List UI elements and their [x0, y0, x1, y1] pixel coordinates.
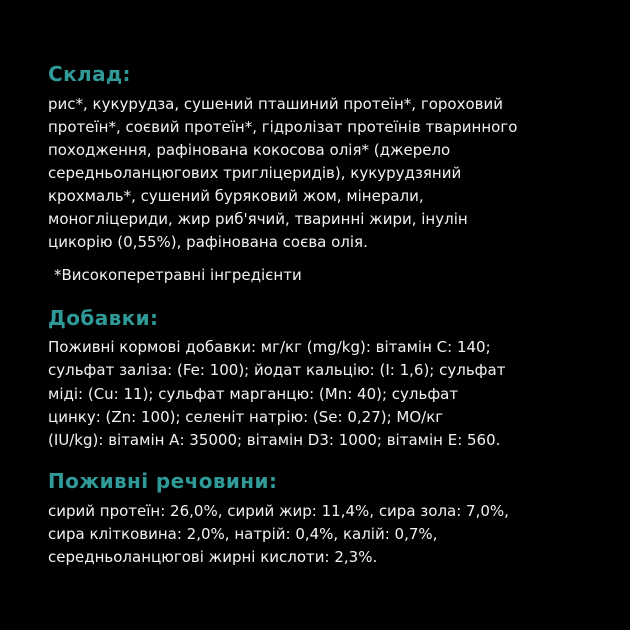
additives-line: сульфат заліза: (Fe: 100); йодат кальцію: (I: 1,6); сульфат [48, 361, 506, 380]
composition-footnote: *Високоперетравні інгредієнти [54, 266, 302, 284]
nutrients-line: сира клітковина: 2,0%, натрій: 0,4%, калій: 0,7%, [48, 525, 438, 543]
additives-line: (IU/kg): вітамін А: 35000; вітамін D3: 1000; вітамін Е: 560. [48, 431, 501, 450]
additives-text [48, 336, 608, 452]
additives-section [48, 306, 608, 452]
nutrients-section [48, 469, 608, 569]
composition-text [48, 93, 608, 254]
composition-line: походження, рафінована кокосова олія* (джерело [48, 141, 451, 159]
nutrients-line: середньоланцюгові жирні кислоти: 2,3%. [48, 548, 378, 566]
nutrients-line: сирий протеїн: 26,0%, сирий жир: 11,4%, сира зола: 7,0%, [48, 502, 509, 520]
nutrients-heading: Поживні речовини: [48, 469, 278, 493]
composition-heading: Склад: [48, 62, 131, 86]
additives-line: Поживні кормові добавки: мг/кг (mg/kg): вітамін С: 140; [48, 338, 491, 356]
nutrients-text [48, 500, 608, 569]
composition-line: протеїн*, соєвий протеїн*, гідролізат протеїнів тваринного [48, 118, 518, 136]
composition-line: цикорію (0,55%), рафінована соєва олія. [48, 233, 368, 251]
composition-line: середньоланцюгових тригліцеридів), кукурудзяний [48, 164, 462, 182]
composition-line: крохмаль*, сушений буряковий жом, мінерали, [48, 187, 424, 205]
composition-line: рис*, кукурудза, сушений пташиний протеїн*, гороховий [48, 95, 503, 113]
composition-line: моногліцериди, жир риб'ячий, тваринні жири, інулін [48, 210, 468, 228]
additives-heading: Добавки: [48, 306, 159, 330]
additives-line: міді: (Cu: 11); сульфат марганцю: (Mn: 40); сульфат [48, 384, 459, 403]
composition-section [48, 62, 608, 287]
additives-line: цинку: (Zn: 100); селеніт натрію: (Se: 0,27); МО/кг [48, 407, 444, 426]
